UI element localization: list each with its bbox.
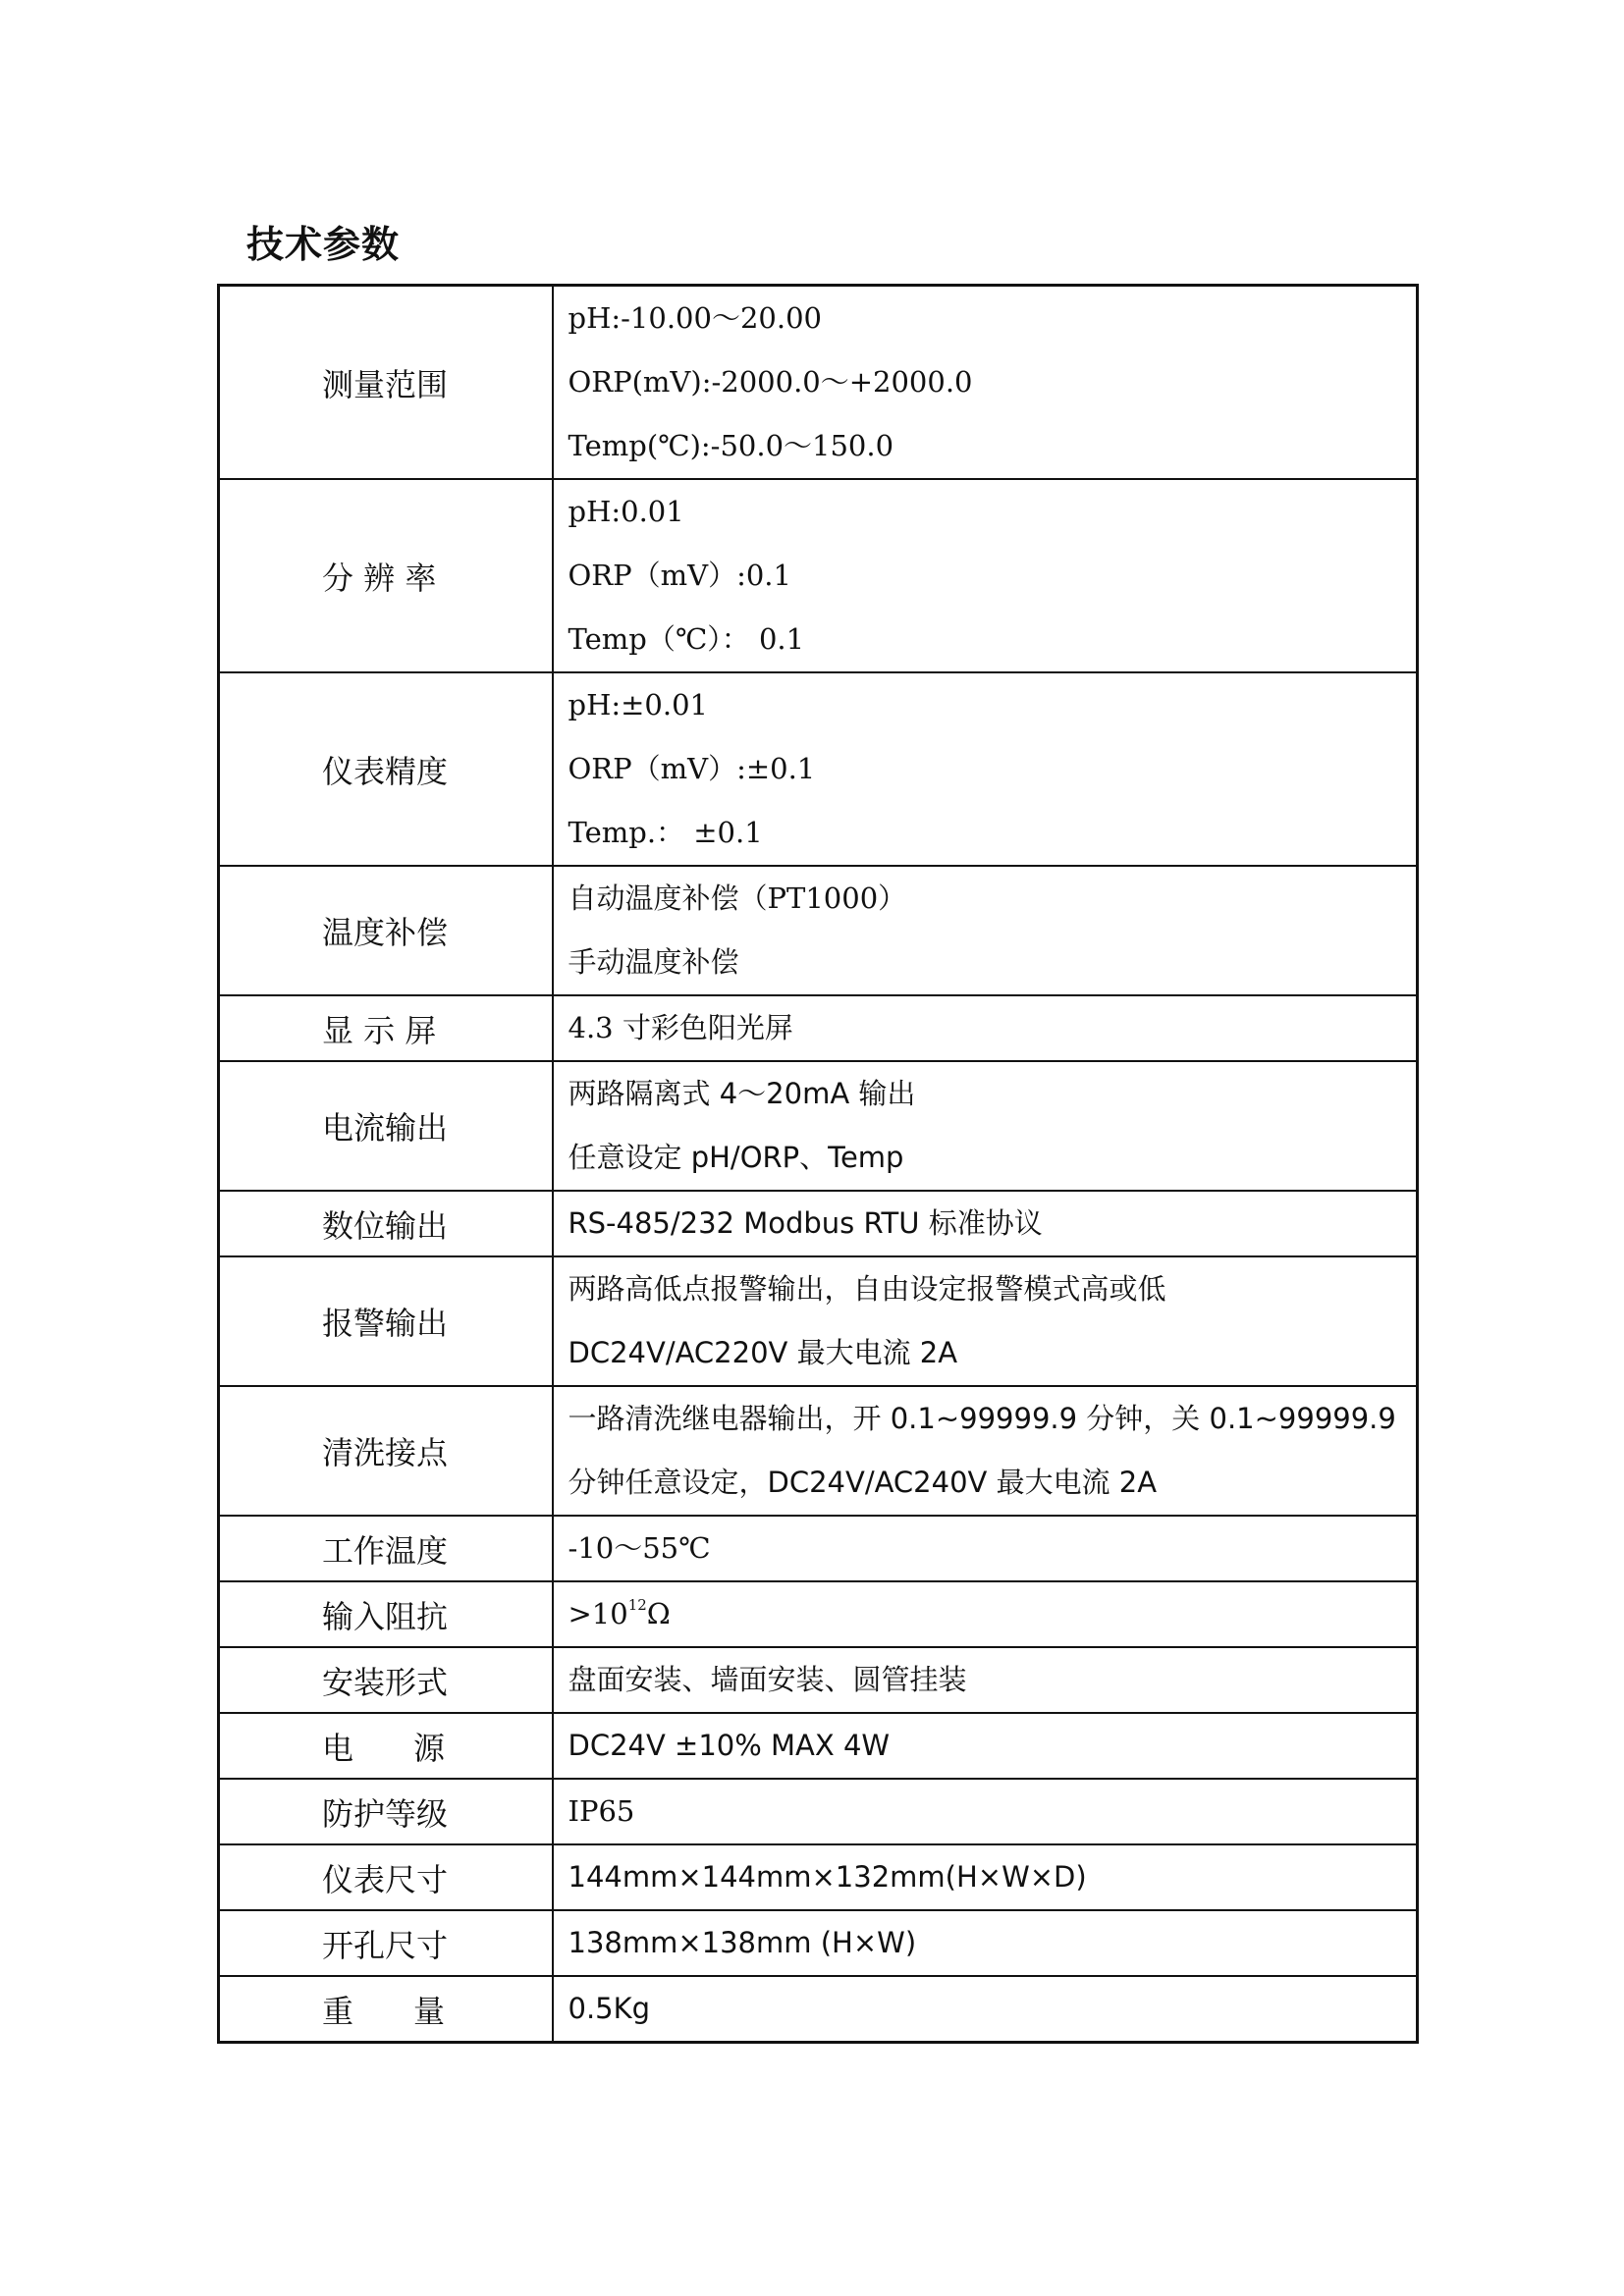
row-label: 安装形式 [219, 1647, 553, 1713]
table-row [219, 1976, 1418, 2043]
table-row [219, 479, 1418, 672]
row-value [553, 1061, 1418, 1191]
row-value [553, 995, 1418, 1061]
row-value [553, 1844, 1418, 1910]
table-row [219, 1386, 1418, 1516]
row-label: 显 示 屏 [219, 995, 553, 1061]
table-row [219, 995, 1418, 1061]
value-line: 盘面安装、墙面安装、圆管挂装 [568, 1663, 967, 1696]
table-row [219, 1516, 1418, 1581]
impedance-exponent: 12 [627, 1596, 647, 1614]
row-value [553, 479, 1418, 672]
value-line: ORP（mV）:0.1 [568, 559, 791, 592]
value-line: 分钟任意设定，DC24V/AC240V 最大电流 2A [568, 1466, 1158, 1499]
value-line: 两路高低点报警输出，自由设定报警模式高或低 [568, 1272, 1166, 1306]
table-row [219, 1647, 1418, 1713]
value-line: ORP(mV):-2000.0～+2000.0 [568, 365, 973, 399]
row-value [553, 1516, 1418, 1581]
value-line: -10～55℃ [568, 1531, 711, 1565]
table-row [219, 672, 1418, 866]
value-line: 自动温度补偿（PT1000） [568, 881, 907, 915]
row-value [553, 1581, 1418, 1647]
row-label: 报警输出 [219, 1256, 553, 1386]
table-row [219, 1061, 1418, 1191]
row-label: 测量范围 [219, 286, 553, 480]
row-value [553, 1191, 1418, 1256]
row-label: 电 源 [219, 1713, 553, 1779]
table-row [219, 1191, 1418, 1256]
row-value [553, 672, 1418, 866]
row-label: 温度补偿 [219, 866, 553, 995]
table-row [219, 1256, 1418, 1386]
row-label: 清洗接点 [219, 1386, 553, 1516]
value-line: 144mm×144mm×132mm(H×W×D) [568, 1860, 1087, 1894]
value-line: 一路清洗继电器输出，开 0.1~99999.9 分钟，关 0.1~99999.9 [568, 1402, 1396, 1435]
row-value [553, 1256, 1418, 1386]
value-line: Temp（℃）： 0.1 [568, 622, 805, 656]
row-value [553, 1386, 1418, 1516]
row-label: 电流输出 [219, 1061, 553, 1191]
value-line: pH:0.01 [568, 495, 684, 528]
row-value [553, 866, 1418, 995]
row-label: 工作温度 [219, 1516, 553, 1581]
table-row [219, 1779, 1418, 1844]
row-value [553, 286, 1418, 480]
value-line: Temp(℃):-50.0～150.0 [568, 429, 894, 462]
table-row [219, 1844, 1418, 1910]
value-line: 任意设定 pH/ORP、Temp [568, 1141, 904, 1174]
page-title: 技术参数 [246, 223, 401, 266]
table-row [219, 866, 1418, 995]
value-line: 两路隔离式 4～20mA 输出 [568, 1077, 916, 1110]
value-line: 4.3 寸彩色阳光屏 [568, 1011, 793, 1044]
table-row [219, 1713, 1418, 1779]
row-value [553, 1647, 1418, 1713]
row-label: 开孔尺寸 [219, 1910, 553, 1976]
row-value [553, 1779, 1418, 1844]
row-label: 防护等级 [219, 1779, 553, 1844]
value-line: 手动温度补偿 [568, 945, 739, 979]
row-value [553, 1976, 1418, 2043]
row-label: 仪表尺寸 [219, 1844, 553, 1910]
value-line: DC24V ±10% MAX 4W [568, 1729, 891, 1762]
value-line: RS-485/232 Modbus RTU 标准协议 [568, 1206, 1043, 1240]
impedance-prefix: >10 [568, 1597, 628, 1630]
table-row [219, 1581, 1418, 1647]
row-label: 数位输出 [219, 1191, 553, 1256]
value-line: 138mm×138mm (H×W) [568, 1926, 917, 1959]
row-label: 仪表精度 [219, 672, 553, 866]
value-line: ORP（mV）:±0.1 [568, 752, 816, 785]
impedance-value [568, 1582, 1417, 1646]
value-line: pH:-10.00～20.00 [568, 301, 822, 335]
value-line: 0.5Kg [568, 1992, 651, 2025]
row-label: 输入阻抗 [219, 1581, 553, 1647]
value-line: Temp.： ±0.1 [568, 816, 763, 849]
table-row [219, 286, 1418, 480]
value-line: pH:±0.01 [568, 688, 708, 721]
spec-table [217, 284, 1419, 2044]
table-row [219, 1910, 1418, 1976]
row-label: 分 辨 率 [219, 479, 553, 672]
row-value [553, 1713, 1418, 1779]
value-line: DC24V/AC220V 最大电流 2A [568, 1336, 958, 1369]
impedance-unit: Ω [646, 1597, 671, 1630]
row-value [553, 1910, 1418, 1976]
value-line: IP65 [568, 1794, 635, 1828]
row-label: 重 量 [219, 1976, 553, 2043]
